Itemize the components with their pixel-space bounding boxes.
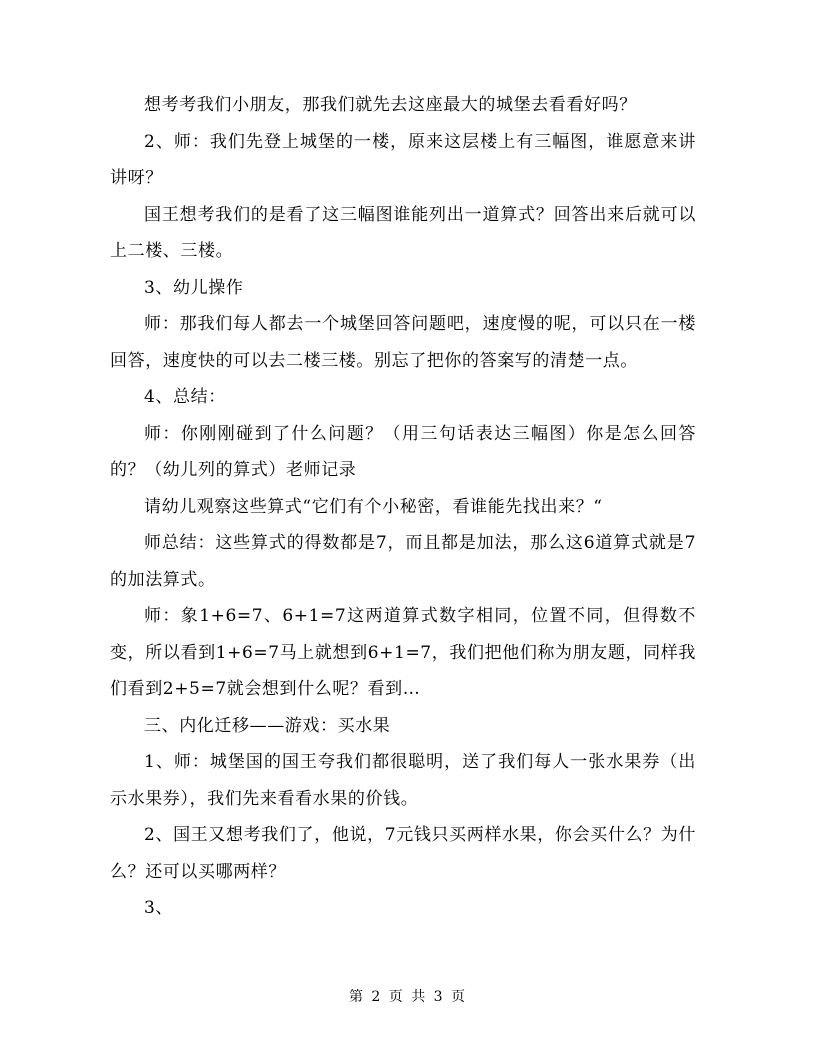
paragraph-operation: 师：那我们每人都去一个城堡回答问题吧，速度慢的呢，可以只在一楼回答，速度快的可以去二楼三楼。别忘了把你的答案写的清楚一点。: [110, 314, 696, 371]
paragraph-section-3-heading: 三、内化迁移——游戏：买水果: [144, 715, 391, 736]
paragraph-friend-problems: 师：象1+6=7、6+1=7这两道算式数字相同，位置不同，但得数不变，所以看到1+6=7马上就想到6+1=7，我们把他们称为朋友题，同样我们看到2+5=7就会想到什么呢？看到…: [110, 606, 696, 699]
paragraph-step-2: 2、师：我们先登上城堡的一楼，原来这层楼上有三幅图，谁愿意来讲讲呀？: [110, 131, 696, 188]
paragraph-intro: 想考考我们小朋友，那我们就先去这座最大的城堡去看看好吗？: [144, 95, 637, 115]
paragraph-king-question: 国王想考我们的是看了这三幅图谁能列出一道算式？回答出来后就可以上二楼、三楼。: [110, 204, 696, 261]
paragraph-observe: 请幼儿观察这些算式“它们有个小秘密，看谁能先找出来？“: [144, 496, 603, 517]
paragraph-step-3-last: 3、: [144, 898, 174, 918]
paragraph-fruit-voucher: 1、师：城堡国的国王夸我们都很聪明，送了我们每人一张水果券（出示水果券），我们先来看看水果的价钱。: [110, 752, 696, 809]
document-body: [110, 87, 696, 927]
page-number-footer: 第 2 页 共 3 页: [348, 989, 468, 1005]
paragraph-step-4-heading: 4、总结：: [144, 387, 226, 407]
paragraph-summary-question: 师：你刚刚碰到了什么问题？（用三句话表达三幅图）你是怎么回答的？（幼儿列的算式）老师记录: [110, 423, 696, 480]
paragraph-buy-fruit: 2、国王又想考我们了，他说，7元钱只买两样水果，你会买什么？为什么？还可以买哪两样？: [110, 825, 696, 882]
paragraph-teacher-summary: 师总结：这些算式的得数都是7，而且都是加法，那么这6道算式就是7的加法算式。: [110, 533, 696, 590]
paragraph-step-3-heading: 3、幼儿操作: [144, 277, 244, 298]
